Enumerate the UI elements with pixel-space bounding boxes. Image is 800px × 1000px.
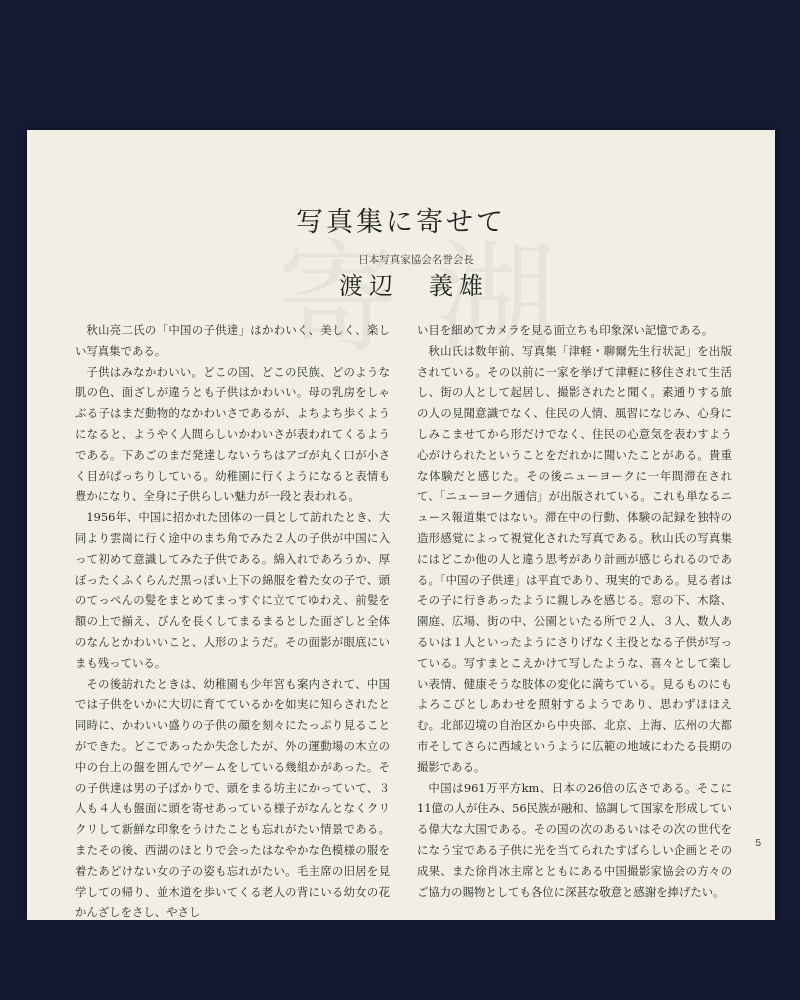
paragraph: 1956年、中国に招かれた団体の一員として訪れたとき、大同より雲崗に行く途中のまち角でみた２人の子供が中国に入って初めて意識してみた子供である。綿入れであろうか、厚ぼったくふくらんだ黒っぽい上下の綿服を着た女の子で、頭のてっぺんの髪をまとめてまっすぐに立ててゆわえ、前髪を額の上で揃え、びんを長くしてまるまるとした面ざしと全体のなんとかわいいこと、人形のようだ。その面影が眼底にいまも残っている。 — [75, 510, 390, 670]
background-fabric — [0, 920, 800, 1000]
page-title: 写真集に寄せて — [296, 207, 506, 238]
paragraph: 秋山氏は数年前、写真集「津軽・聊爾先生行状記」を出版されている。その以前に一家を挙げて津軽に移住されて生活し、街の人として起居し、撮影されたと聞く。素通りする旅の人の見聞意識でなく、住民の人情、風習になじみ、心身にしみこませてから形だけでなく、住民の心意気を表わすよう心がけられたということをだれかに聞いたことがある。貴重な体験だと感じた。その後ニューヨークに一年間滞在されて、「ニューヨーク通信」が出版されている。これも単なるニュース報道集ではない。滞在中の行動、体験の記録を独特の造形感覚によって視覚化された写真である。秋山氏の写真集にはどこか他の人と違う思考があり計画が感じられるのである。「中国の子供達」は平直であり、現実的である。見る者はその子に行きあったように親しみを感じる。窓の下、木陰、園庭、広場、街の中、公園といたる所で２人、３人、数人あるいは１人といったようにさりげなく主役となる子供が写っている。写すまとこえかけて写したような、喜々として楽しい表情、健康そうな肢体の変化に満ちている。見るものにもよろこびとしあわせを照射するようであり、思わずほほえむ。北部辺境の自治区から中央部、北京、上海、広州の大都市そしてさらに西域というように広範の地域にわたる長期の撮影である。 — [417, 343, 732, 774]
left-column — [75, 320, 390, 923]
page-number: 5 — [755, 838, 761, 849]
paragraph: 子供はみなかわいい。どこの国、どこの民族、どのような肌の色、面ざしが違うとも子供はかわいい。母の乳房をしゃぶる子はまだ動物的なかわいさであるが、よちよち歩くようになると、ようやく人間らしいかわいさが表われてくるようである。下あごのまだ発達しないうちはアゴが丸く口が小さく目がぱっちりしている。幼稚園に行くようになると表情も豊かになり、全身に子供らしい魅力が一段と表われる。 — [75, 364, 390, 504]
paragraph: 中国は961万平方km、日本の26倍の広さである。そこに11億の人が住み、56民族が融和、協調して国家を形成している偉大な大国である。その国の次のあるいはその次の世代をになう宝である子供に光を当てられたすばらしい企画とその成果、また徐肖冰主席とともにある中国撮影家協会の方々のご協力の賜物としても各位に深甚な敬意と感謝を捧げたい。 — [417, 780, 732, 899]
paragraph: い目を細めてカメラを見る面立ちも印象深い記憶である。 — [417, 323, 714, 337]
paragraph: その後訪れたときは、幼稚園も少年宮も案内されて、中国では子供をいかに大切に育てているかを如実に知らされたと同時に、かわいい盛りの子供の顔を刻々にたっぷり見ることができた。どこであったか失念したが、外の運動場の木立の中の台上の盤を囲んでゲームをしている幾組かがあった。その子供達は男の子ばかりで、頭をまる坊主にかっていて、３人も４人も盤面に頭を寄せあっている様子がなんとなくクリクリして新鮮な印象をうけたことも忘れがたい情景である。またその後、西湖のほとりで会ったはなやかな色模様の服を着たあどけない女の子の姿も忘れがたい。毛主席の旧居を見学しての帰り、並木道を歩いてくる老人の背にいる幼女の花かんざしをさし、やさし — [75, 676, 390, 920]
right-column — [417, 320, 732, 902]
author-role: 日本写真家協会名誉会長 — [358, 254, 474, 266]
book-page — [27, 130, 775, 920]
paragraph: 秋山亮二氏の「中国の子供達」はかわいく、美しく、楽しい写真集である。 — [75, 323, 390, 358]
author-name: 渡辺 義雄 — [339, 272, 489, 300]
